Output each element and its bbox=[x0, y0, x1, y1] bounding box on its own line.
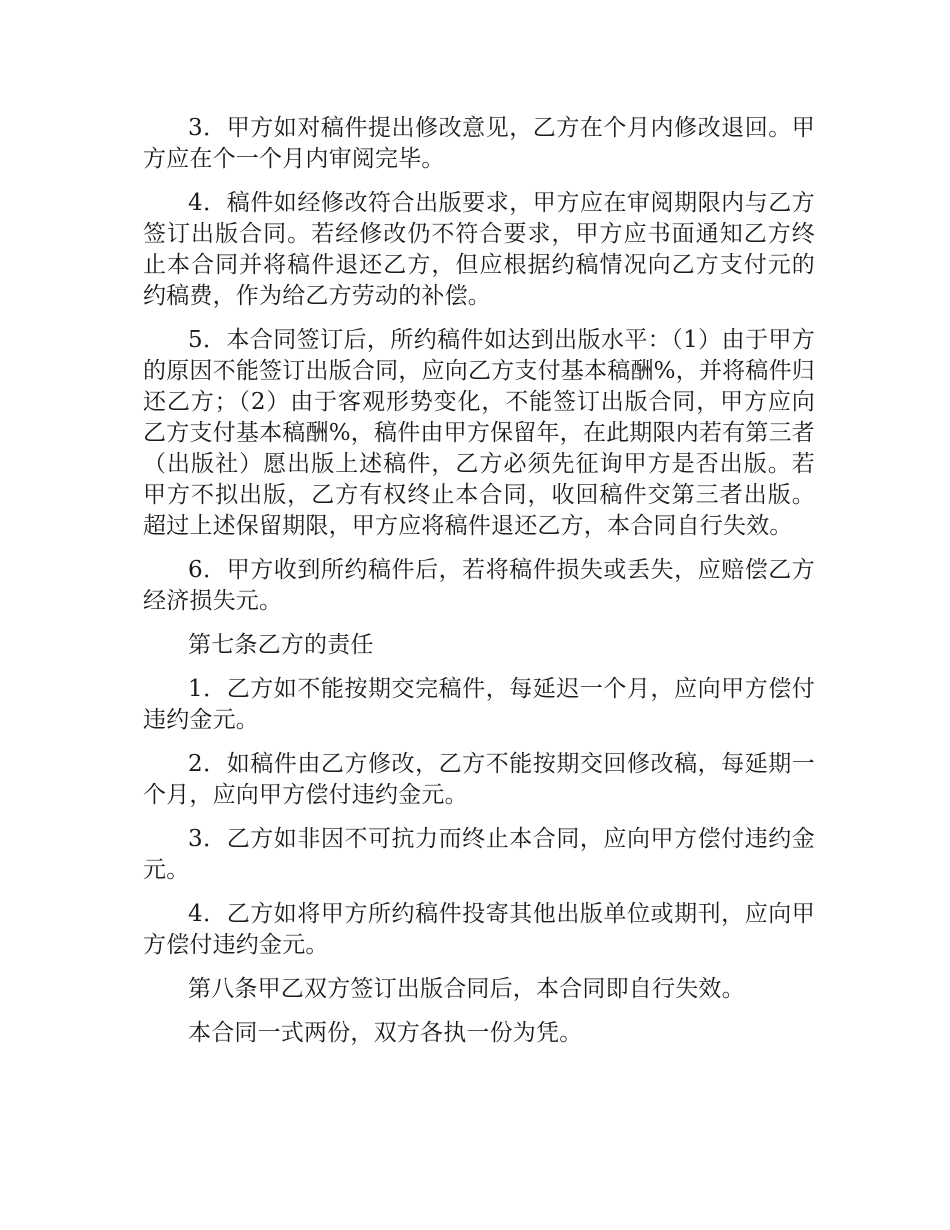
article-7-heading: 第七条乙方的责任 bbox=[188, 632, 374, 658]
article-8: 第八条甲乙双方签订出版合同后，本合同即自行失效。 bbox=[188, 976, 745, 1002]
clause-3-revision: 3．甲方如对稿件提出修改意见，乙方在个月内修改退回。甲方应在个一个月内审阅完毕。 bbox=[143, 115, 815, 172]
closing-statement: 本合同一式两份，双方各执一份为凭。 bbox=[188, 1020, 583, 1046]
article-7-item-1: 1．乙方如不能按期交完稿件，每延迟一个月，应向甲方偿付违约金元。 bbox=[143, 676, 815, 733]
clause-4-compliance: 4．稿件如经修改符合出版要求，甲方应在审阅期限内与乙方签订出版合同。若经修改仍不符合要求，甲方应书面通知乙方终止本合同并将稿件退还乙方，但应根据约稿情况向乙方支付元的约稿费，作为给乙方劳动的补偿。 bbox=[143, 190, 815, 309]
article-7-item-2: 2．如稿件由乙方修改，乙方不能按期交回修改稿，每延期一个月，应向甲方偿付违约金元。 bbox=[143, 751, 815, 808]
article-7-item-4: 4．乙方如将甲方所约稿件投寄其他出版单位或期刊，应向甲方偿付违约金元。 bbox=[143, 901, 815, 958]
clause-6-loss: 6．甲方收到所约稿件后，若将稿件损失或丢失，应赔偿乙方经济损失元。 bbox=[143, 557, 815, 614]
document-page bbox=[143, 113, 815, 1062]
clause-5-publication: 5．本合同签订后，所约稿件如达到出版水平：（1）由于甲方的原因不能签订出版合同，应向乙方支付基本稿酬%，并将稿件归还乙方；（2）由于客观形势变化，不能签订出版合同，甲方应向乙方支付基本稿酬%，稿件由甲方保留年，在此期限内若有第三者（出版社）愿出版上述稿件，乙方必须先征询甲方是否出版。若甲方不拟出版，乙方有权终止本合同，收回稿件交第三者出版。超过上述保留期限，甲方应将稿件退还乙方，本合同自行失效。 bbox=[143, 327, 815, 539]
article-7-item-3: 3．乙方如非因不可抗力而终止本合同，应向甲方偿付违约金元。 bbox=[143, 826, 815, 883]
